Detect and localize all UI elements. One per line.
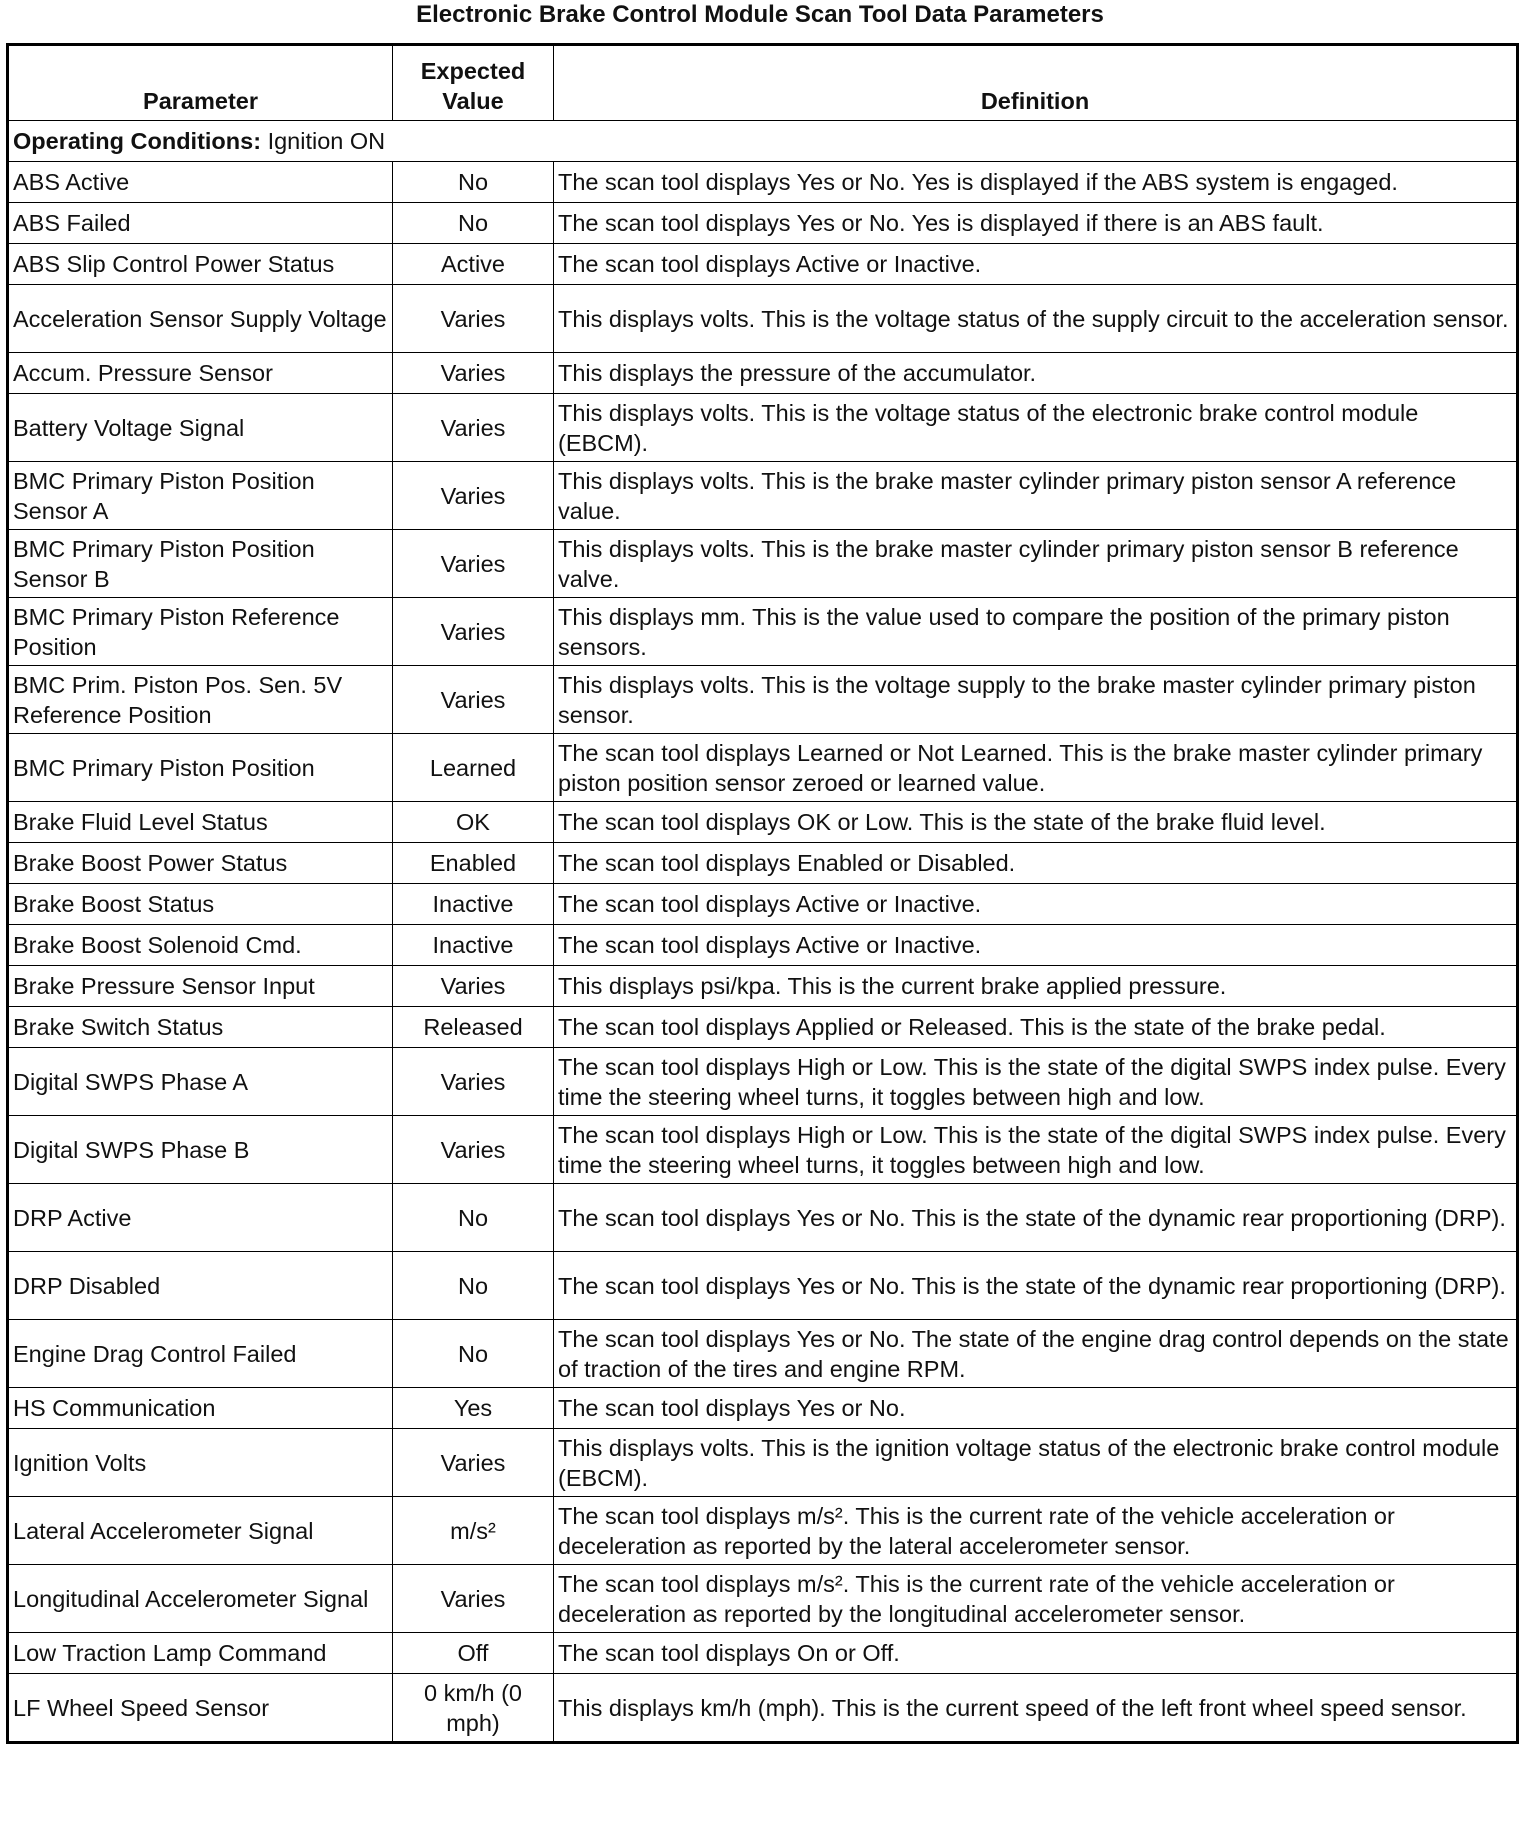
- parameter-cell: ABS Active: [8, 162, 393, 203]
- definition-cell: The scan tool displays On or Off.: [554, 1633, 1518, 1674]
- expected-value-cell: No: [393, 162, 554, 203]
- definition-cell: The scan tool displays Yes or No. This is the state of the dynamic rear proportioning (DRP).: [554, 1184, 1518, 1252]
- header-expected-value: Expected Value: [393, 45, 554, 121]
- parameter-cell: ABS Slip Control Power Status: [8, 244, 393, 285]
- expected-value-cell: m/s²: [393, 1497, 554, 1565]
- expected-value-cell: Inactive: [393, 925, 554, 966]
- parameter-cell: Brake Fluid Level Status: [8, 802, 393, 843]
- definition-cell: The scan tool displays Applied or Released. This is the state of the brake pedal.: [554, 1007, 1518, 1048]
- parameter-cell: Battery Voltage Signal: [8, 394, 393, 462]
- parameters-table: [6, 43, 1519, 1744]
- definition-cell: This displays volts. This is the voltage status of the electronic brake control module (EBCM).: [554, 394, 1518, 462]
- expected-value-cell: Varies: [393, 394, 554, 462]
- expected-value-cell: Active: [393, 244, 554, 285]
- parameter-cell: HS Communication: [8, 1388, 393, 1429]
- parameter-cell: Lateral Accelerometer Signal: [8, 1497, 393, 1565]
- table-row: [8, 353, 1518, 394]
- table-row: [8, 1184, 1518, 1252]
- definition-cell: The scan tool displays Yes or No. Yes is displayed if the ABS system is engaged.: [554, 162, 1518, 203]
- expected-value-cell: No: [393, 1320, 554, 1388]
- operating-conditions-cell: [8, 121, 1518, 162]
- table-row: [8, 1497, 1518, 1565]
- parameter-cell: Digital SWPS Phase A: [8, 1048, 393, 1116]
- parameter-cell: Brake Switch Status: [8, 1007, 393, 1048]
- table-row: [8, 1429, 1518, 1497]
- parameter-cell: Brake Boost Power Status: [8, 843, 393, 884]
- expected-value-cell: Varies: [393, 353, 554, 394]
- table-row: [8, 925, 1518, 966]
- parameter-cell: Ignition Volts: [8, 1429, 393, 1497]
- expected-value-cell: Inactive: [393, 884, 554, 925]
- table-row: [8, 203, 1518, 244]
- table-row: [8, 734, 1518, 802]
- table-row: [8, 843, 1518, 884]
- definition-cell: The scan tool displays m/s². This is the current rate of the vehicle acceleration or deceleration as reported by the longitudinal accelerometer sensor.: [554, 1565, 1518, 1633]
- table-row: [8, 1674, 1518, 1743]
- definition-cell: The scan tool displays Active or Inactive.: [554, 884, 1518, 925]
- expected-value-cell: Enabled: [393, 843, 554, 884]
- table-row: [8, 1633, 1518, 1674]
- table-row: [8, 1388, 1518, 1429]
- definition-cell: The scan tool displays m/s². This is the current rate of the vehicle acceleration or deceleration as reported by the lateral accelerometer sensor.: [554, 1497, 1518, 1565]
- definition-cell: The scan tool displays Active or Inactive.: [554, 244, 1518, 285]
- definition-cell: This displays km/h (mph). This is the current speed of the left front wheel speed sensor.: [554, 1674, 1518, 1743]
- operating-conditions-value: Ignition ON: [267, 128, 386, 154]
- table-row: [8, 1320, 1518, 1388]
- definition-cell: This displays volts. This is the voltage supply to the brake master cylinder primary piston sensor.: [554, 666, 1518, 734]
- definition-cell: The scan tool displays High or Low. This is the state of the digital SWPS index pulse. Every time the steering wheel turns, it toggles between high and low.: [554, 1048, 1518, 1116]
- definition-cell: This displays volts. This is the ignition voltage status of the electronic brake control module (EBCM).: [554, 1429, 1518, 1497]
- parameter-cell: BMC Primary Piston Position: [8, 734, 393, 802]
- table-row: [8, 1007, 1518, 1048]
- table-row: [8, 530, 1518, 598]
- definition-cell: This displays volts. This is the brake master cylinder primary piston sensor B reference valve.: [554, 530, 1518, 598]
- parameter-cell: BMC Prim. Piston Pos. Sen. 5V Reference Position: [8, 666, 393, 734]
- definition-cell: The scan tool displays Yes or No. Yes is displayed if there is an ABS fault.: [554, 203, 1518, 244]
- expected-value-cell: No: [393, 1252, 554, 1320]
- operating-conditions-row: [8, 121, 1518, 162]
- table-row: [8, 244, 1518, 285]
- parameter-cell: DRP Disabled: [8, 1252, 393, 1320]
- table-row: [8, 394, 1518, 462]
- expected-value-cell: Released: [393, 1007, 554, 1048]
- table-row: [8, 598, 1518, 666]
- table-header-row: [8, 45, 1518, 121]
- table-row: [8, 1565, 1518, 1633]
- page-title: Electronic Brake Control Module Scan Tool Data Parameters: [416, 1, 1104, 28]
- table-row: [8, 802, 1518, 843]
- expected-value-cell: Varies: [393, 1048, 554, 1116]
- expected-value-cell: Yes: [393, 1388, 554, 1429]
- expected-value-cell: Varies: [393, 462, 554, 530]
- definition-cell: The scan tool displays Yes or No. The state of the engine drag control depends on the state of traction of the tires and engine RPM.: [554, 1320, 1518, 1388]
- table-row: [8, 285, 1518, 353]
- table-row: [8, 966, 1518, 1007]
- table-row: [8, 1116, 1518, 1184]
- definition-cell: The scan tool displays Active or Inactive.: [554, 925, 1518, 966]
- definition-cell: This displays the pressure of the accumulator.: [554, 353, 1518, 394]
- expected-value-cell: Varies: [393, 666, 554, 734]
- definition-cell: The scan tool displays Yes or No. This is the state of the dynamic rear proportioning (DRP).: [554, 1252, 1518, 1320]
- definition-cell: The scan tool displays Enabled or Disabled.: [554, 843, 1518, 884]
- definition-cell: This displays volts. This is the voltage status of the supply circuit to the acceleration sensor.: [554, 285, 1518, 353]
- parameter-cell: BMC Primary Piston Reference Position: [8, 598, 393, 666]
- expected-value-cell: 0 km/h (0 mph): [393, 1674, 554, 1743]
- expected-value-cell: OK: [393, 802, 554, 843]
- expected-value-cell: Varies: [393, 530, 554, 598]
- expected-value-cell: Varies: [393, 598, 554, 666]
- definition-cell: This displays mm. This is the value used to compare the position of the primary piston sensors.: [554, 598, 1518, 666]
- operating-conditions-label: Operating Conditions:: [13, 128, 262, 154]
- parameter-cell: Digital SWPS Phase B: [8, 1116, 393, 1184]
- table-row: [8, 162, 1518, 203]
- expected-value-cell: No: [393, 203, 554, 244]
- table-row: [8, 1048, 1518, 1116]
- expected-value-cell: Varies: [393, 1565, 554, 1633]
- parameter-cell: Accum. Pressure Sensor: [8, 353, 393, 394]
- expected-value-cell: Varies: [393, 966, 554, 1007]
- expected-value-cell: No: [393, 1184, 554, 1252]
- parameter-cell: ABS Failed: [8, 203, 393, 244]
- expected-value-cell: Varies: [393, 1116, 554, 1184]
- parameter-cell: LF Wheel Speed Sensor: [8, 1674, 393, 1743]
- definition-cell: The scan tool displays Learned or Not Learned. This is the brake master cylinder primary piston position sensor zeroed or learned value.: [554, 734, 1518, 802]
- definition-cell: The scan tool displays High or Low. This is the state of the digital SWPS index pulse. Every time the steering wheel turns, it toggles between high and low.: [554, 1116, 1518, 1184]
- expected-value-cell: Off: [393, 1633, 554, 1674]
- parameter-cell: DRP Active: [8, 1184, 393, 1252]
- parameter-cell: Longitudinal Accelerometer Signal: [8, 1565, 393, 1633]
- header-definition: Definition: [554, 45, 1518, 121]
- parameter-cell: Brake Boost Status: [8, 884, 393, 925]
- expected-value-cell: Varies: [393, 1429, 554, 1497]
- parameter-cell: Brake Boost Solenoid Cmd.: [8, 925, 393, 966]
- expected-value-cell: Varies: [393, 285, 554, 353]
- table-row: [8, 884, 1518, 925]
- parameter-cell: Low Traction Lamp Command: [8, 1633, 393, 1674]
- table-row: [8, 666, 1518, 734]
- expected-value-cell: Learned: [393, 734, 554, 802]
- parameter-cell: Acceleration Sensor Supply Voltage: [8, 285, 393, 353]
- definition-cell: This displays volts. This is the brake master cylinder primary piston sensor A reference value.: [554, 462, 1518, 530]
- parameter-cell: BMC Primary Piston Position Sensor B: [8, 530, 393, 598]
- parameter-cell: Engine Drag Control Failed: [8, 1320, 393, 1388]
- definition-cell: The scan tool displays OK or Low. This is the state of the brake fluid level.: [554, 802, 1518, 843]
- parameter-cell: BMC Primary Piston Position Sensor A: [8, 462, 393, 530]
- table-row: [8, 462, 1518, 530]
- table-row: [8, 1252, 1518, 1320]
- definition-cell: This displays psi/kpa. This is the current brake applied pressure.: [554, 966, 1518, 1007]
- header-parameter: Parameter: [8, 45, 393, 121]
- definition-cell: The scan tool displays Yes or No.: [554, 1388, 1518, 1429]
- parameter-cell: Brake Pressure Sensor Input: [8, 966, 393, 1007]
